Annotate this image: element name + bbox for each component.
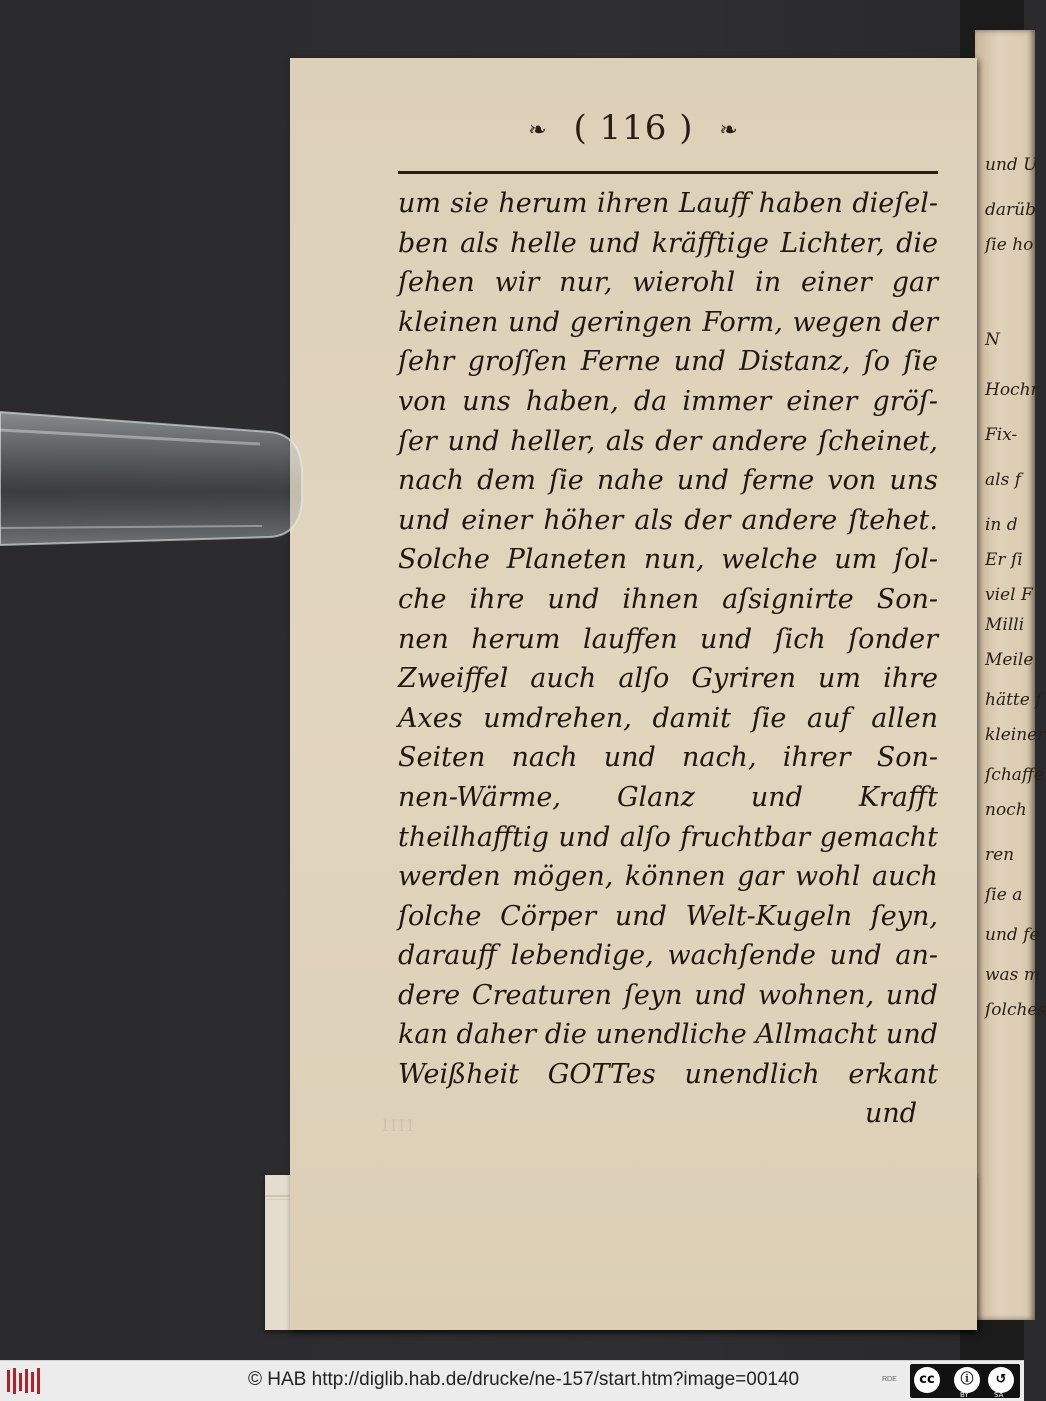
adjacent-text-fragment: Hochr <box>985 380 1039 400</box>
copyright-link[interactable]: © HAB http://diglib.hab.de/drucke/ne-157/start.htm?image=00140 <box>248 1369 800 1390</box>
body-text <box>398 184 938 1095</box>
adjacent-text-fragment: Meile <box>985 650 1034 670</box>
cc-license-badge[interactable] <box>910 1364 1020 1398</box>
text-line: von uns haben, da immer einer gröſ- <box>398 385 938 417</box>
text-line: ſehr groſſen Ferne und Distanz, ſo ſie <box>398 346 938 378</box>
text-line: che ihre und ihnen aſsignirte Son- <box>398 583 938 615</box>
text-line: kleinen und geringen Form, wegen der <box>398 306 938 338</box>
adjacent-text-fragment: darüb <box>985 200 1036 220</box>
text-line: kan daher die unendliche Allmacht und <box>398 1019 938 1051</box>
header-rule <box>398 171 938 174</box>
text-line: darauff lebendige, wachſende und an- <box>398 940 938 972</box>
text-line: theilhafftig und alſo fruchtbar gemacht <box>398 821 938 853</box>
hab-logo-icon <box>6 1367 44 1395</box>
glass-plate <box>0 410 300 550</box>
adjacent-text-fragment: ſie ho <box>985 235 1034 255</box>
text-line: Zweiffel auch alſo Gyriren um ihre <box>398 663 938 695</box>
ornament-right-icon: ❧ <box>719 117 739 143</box>
book-page <box>290 58 977 1330</box>
adjacent-page <box>975 30 1046 1320</box>
adjacent-text-fragment: und fe <box>985 925 1040 945</box>
text-line: Seiten nach und nach, ihrer Son- <box>398 742 938 774</box>
adjacent-text-fragment: noch <box>985 800 1027 820</box>
adjacent-text-fragment: hätte ſ <box>985 690 1042 710</box>
catchword: und <box>864 1098 917 1129</box>
adjacent-text-fragment: und U <box>985 155 1038 175</box>
attribution-icon: ⓘ <box>954 1367 980 1393</box>
text-line: Solche Planeten nun, welche um ſol- <box>398 544 938 576</box>
footer-bar <box>0 1360 1024 1401</box>
text-line: um sie herum ihren Lauff haben dieſel- <box>398 188 938 219</box>
text-line: Weißheit GOTTes unendlich erkant <box>398 1059 938 1091</box>
text-line: ben als helle und kräfftige Lichter, die <box>398 227 938 259</box>
by-label: BY <box>960 1391 969 1399</box>
adjacent-text-fragment: kleiner <box>985 725 1046 745</box>
adjacent-text-fragment: ſolches <box>985 1000 1046 1020</box>
text-line: und einer höher als der andere ſtehet. <box>398 504 938 536</box>
adjacent-text-fragment: viel F <box>985 585 1033 605</box>
adjacent-text-fragment: in d <box>985 515 1018 535</box>
text-line: werden mögen, können gar wohl auch <box>398 861 938 893</box>
text-line: Axes umdrehen, damit ſie auf allen <box>398 702 938 734</box>
adjacent-text-fragment: was m <box>985 965 1040 985</box>
text-line: nen herum lauffen und ſich ſonder <box>398 623 938 655</box>
share-alike-icon: ↺ <box>988 1367 1014 1393</box>
adjacent-text-fragment: als f <box>985 470 1021 490</box>
page-number: ( 116 ) <box>573 108 694 148</box>
adjacent-text-fragment: Milli <box>985 615 1025 635</box>
adjacent-text-fragment: Fix- <box>985 425 1018 445</box>
adjacent-text-fragment: ren <box>985 845 1015 865</box>
sa-label: SA <box>994 1391 1004 1399</box>
text-line: ſer und heller, als der andere ſcheinet, <box>398 425 938 457</box>
footer-small-label: RDE <box>882 1376 897 1383</box>
text-line: nach dem ſie nahe und ferne von uns <box>398 465 938 497</box>
adjacent-text-fragment: Er ſi <box>985 550 1023 570</box>
adjacent-text-fragment: ſie a <box>985 885 1023 905</box>
adjacent-text-fragment: ſchaffe <box>985 765 1045 785</box>
text-line: nen-Wärme, Glanz und Krafft <box>398 781 938 813</box>
ornament-left-icon: ❧ <box>528 117 548 143</box>
library-stamp: IIII <box>382 1116 416 1135</box>
text-line: dere Creaturen ſeyn und wohnen, und <box>398 979 938 1011</box>
text-line: ſehen wir nur, wierohl in einer gar <box>398 267 938 299</box>
adjacent-text-fragment: N <box>985 330 1000 350</box>
running-head <box>290 108 977 148</box>
text-line: ſolche Cörper und Welt-Kugeln ſeyn, <box>398 900 938 932</box>
cc-icon: cc <box>914 1367 940 1393</box>
